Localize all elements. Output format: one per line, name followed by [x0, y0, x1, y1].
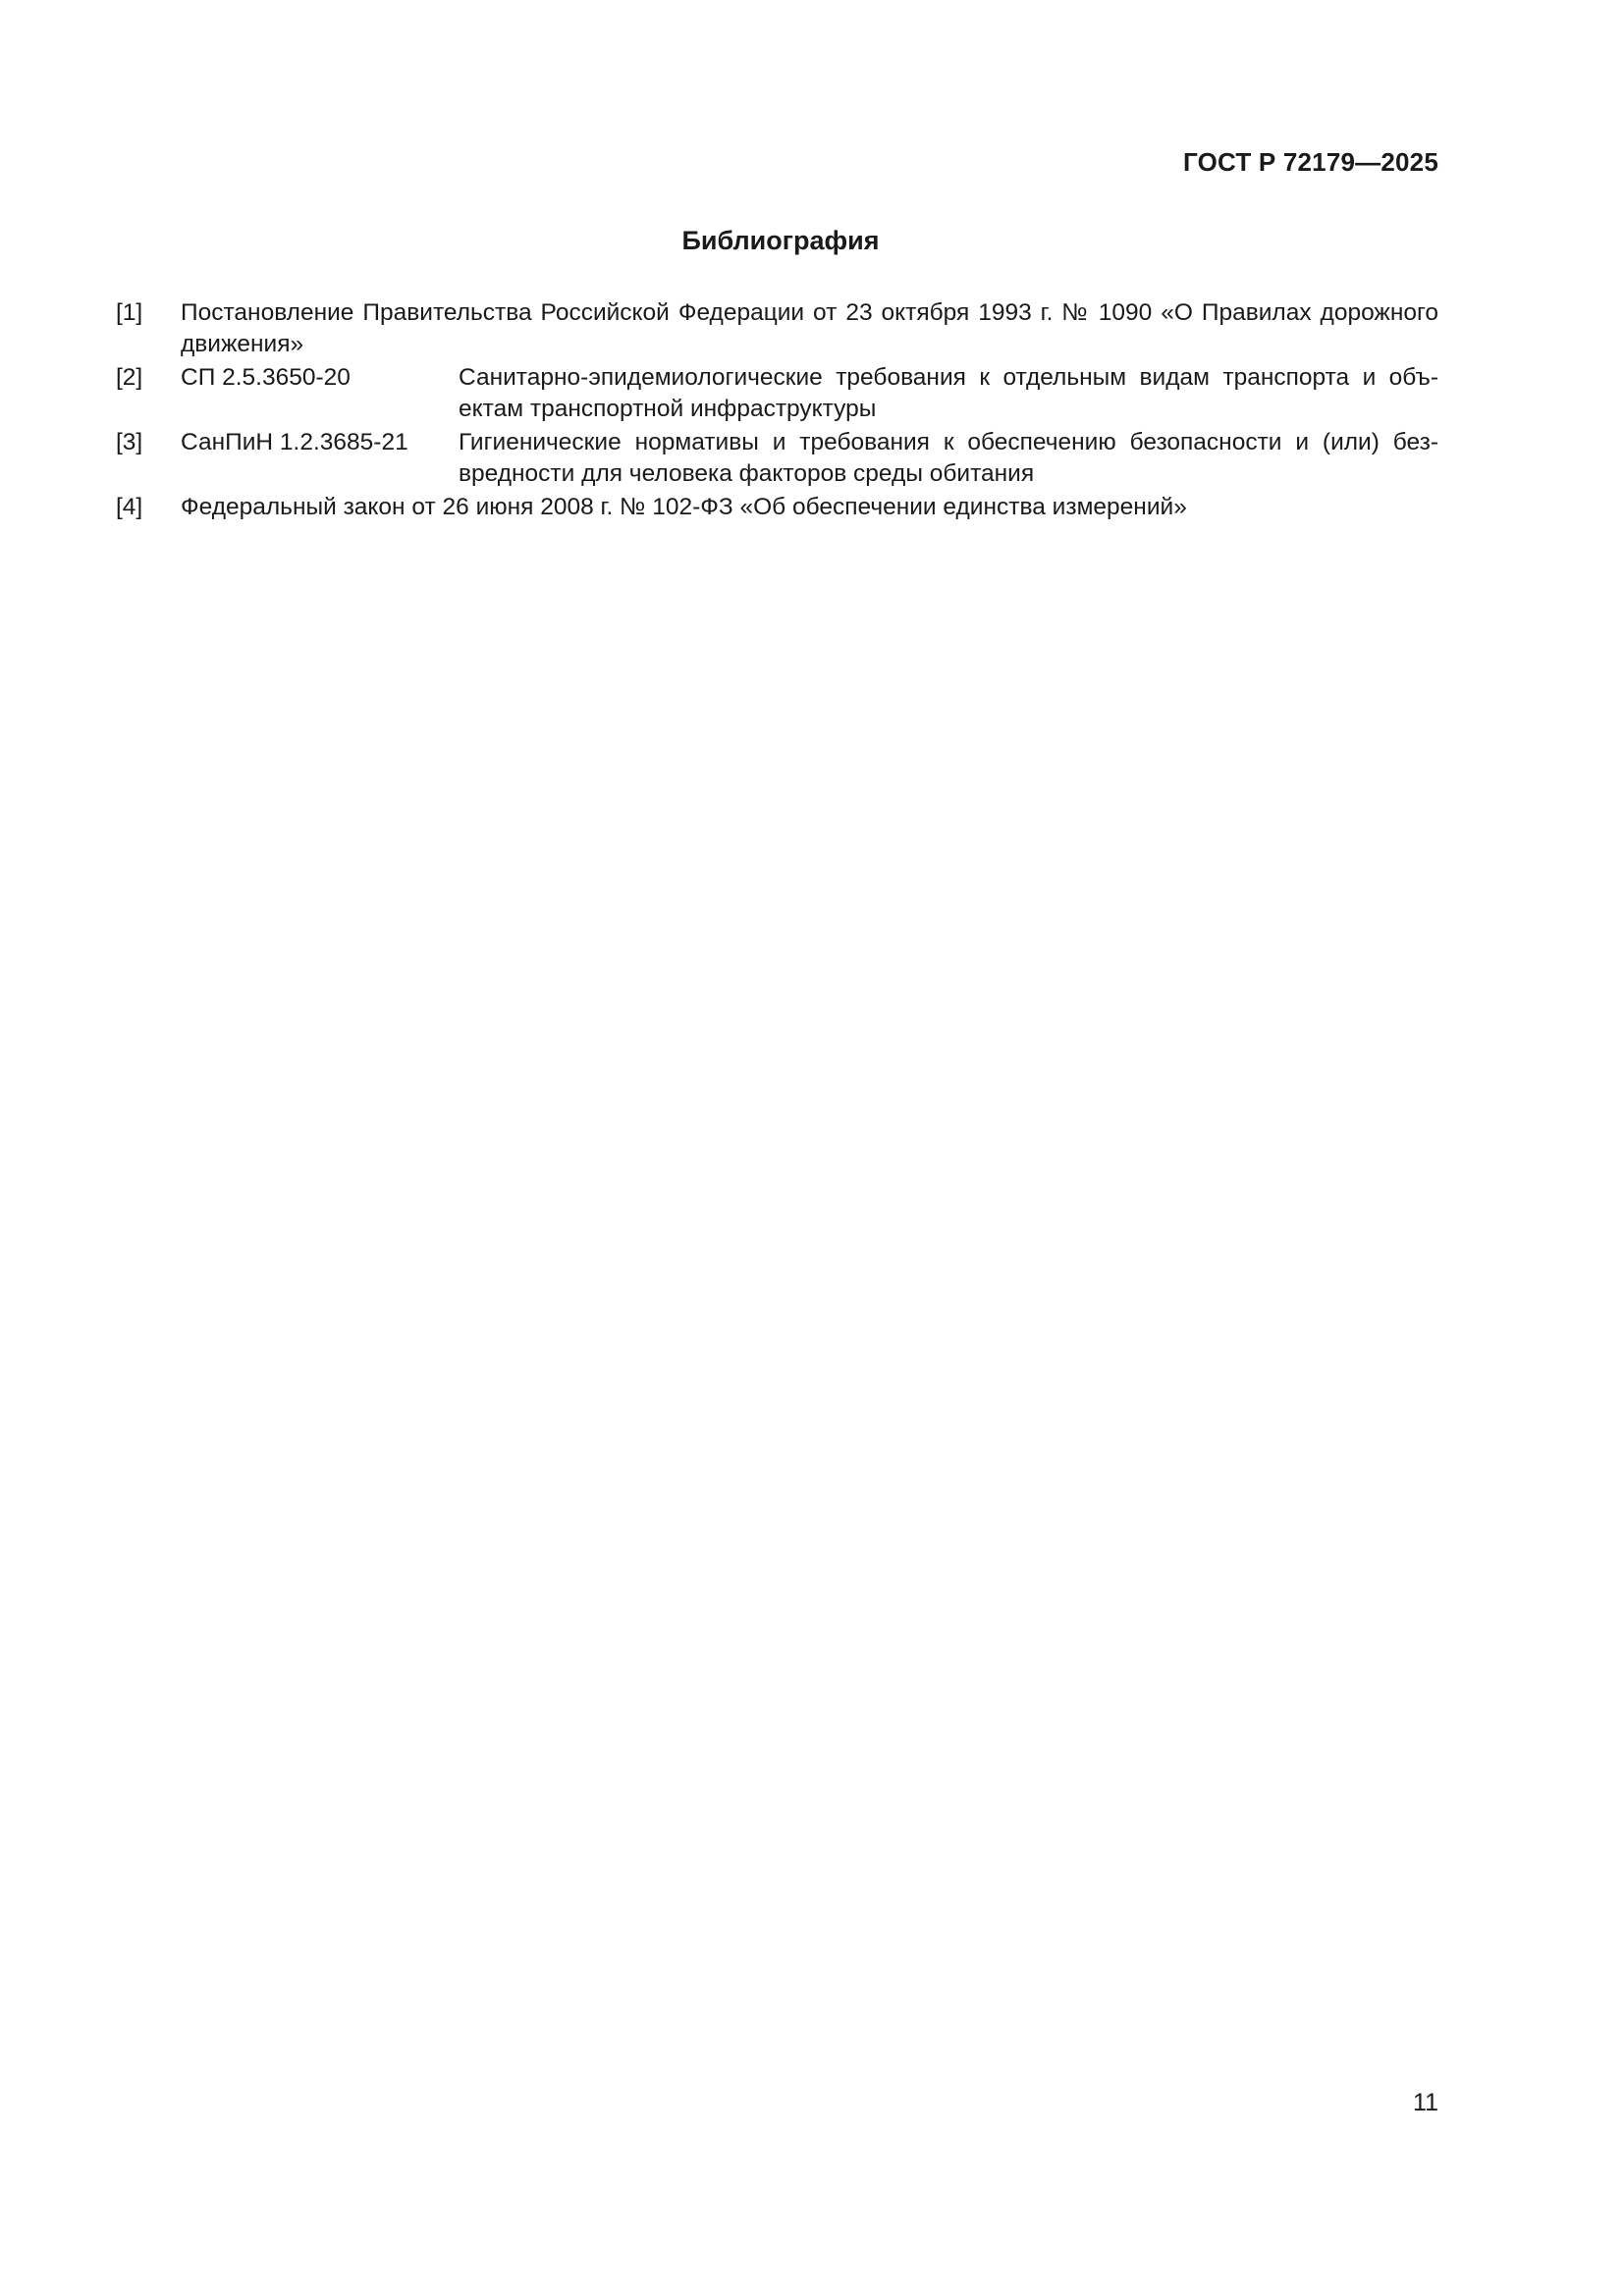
bibliography-entry-4	[116, 492, 1438, 523]
entry-text	[181, 297, 1438, 359]
entry-line: Постановление Правительства Российской Федерации от 23 октября 1993 г. № 1090 «О Правилах дорожного	[181, 299, 1438, 326]
entry-number: [2]	[116, 364, 143, 391]
entry-line: ектам транспортной инфраструктуры	[459, 395, 877, 422]
bibliography-entry-2	[116, 362, 1438, 424]
entry-code: СанПиН 1.2.3685-21	[181, 429, 408, 455]
entry-number: [1]	[116, 299, 143, 326]
entry-number: [3]	[116, 429, 143, 455]
entry-line: вредности для человека факторов среды обитания	[459, 459, 1035, 487]
bibliography-entry-3	[116, 427, 1438, 489]
entry-code: СП 2.5.3650-20	[181, 364, 351, 391]
entry-line: Гигиенические нормативы и требования к обеспечению безопасности и (или) без-	[459, 429, 1438, 455]
bibliography-entry-1	[116, 297, 1438, 359]
entry-text	[181, 492, 1438, 523]
entry-line: Федеральный закон от 26 июня 2008 г. № 102-ФЗ «Об обеспечении единства измерений»	[181, 494, 1187, 520]
entry-text	[459, 427, 1438, 489]
bibliography-title: Библиография	[681, 226, 880, 255]
bibliography-list	[116, 297, 1438, 526]
entry-line: Санитарно-эпидемиологические требования к отдельным видам транспорта и объ-	[459, 364, 1438, 391]
document-code: ГОСТ Р 72179—2025	[1183, 147, 1438, 177]
entry-text	[459, 362, 1438, 424]
page-number: 11	[1413, 2089, 1438, 2116]
entry-number: [4]	[116, 494, 143, 520]
entry-line: движения»	[181, 330, 304, 357]
